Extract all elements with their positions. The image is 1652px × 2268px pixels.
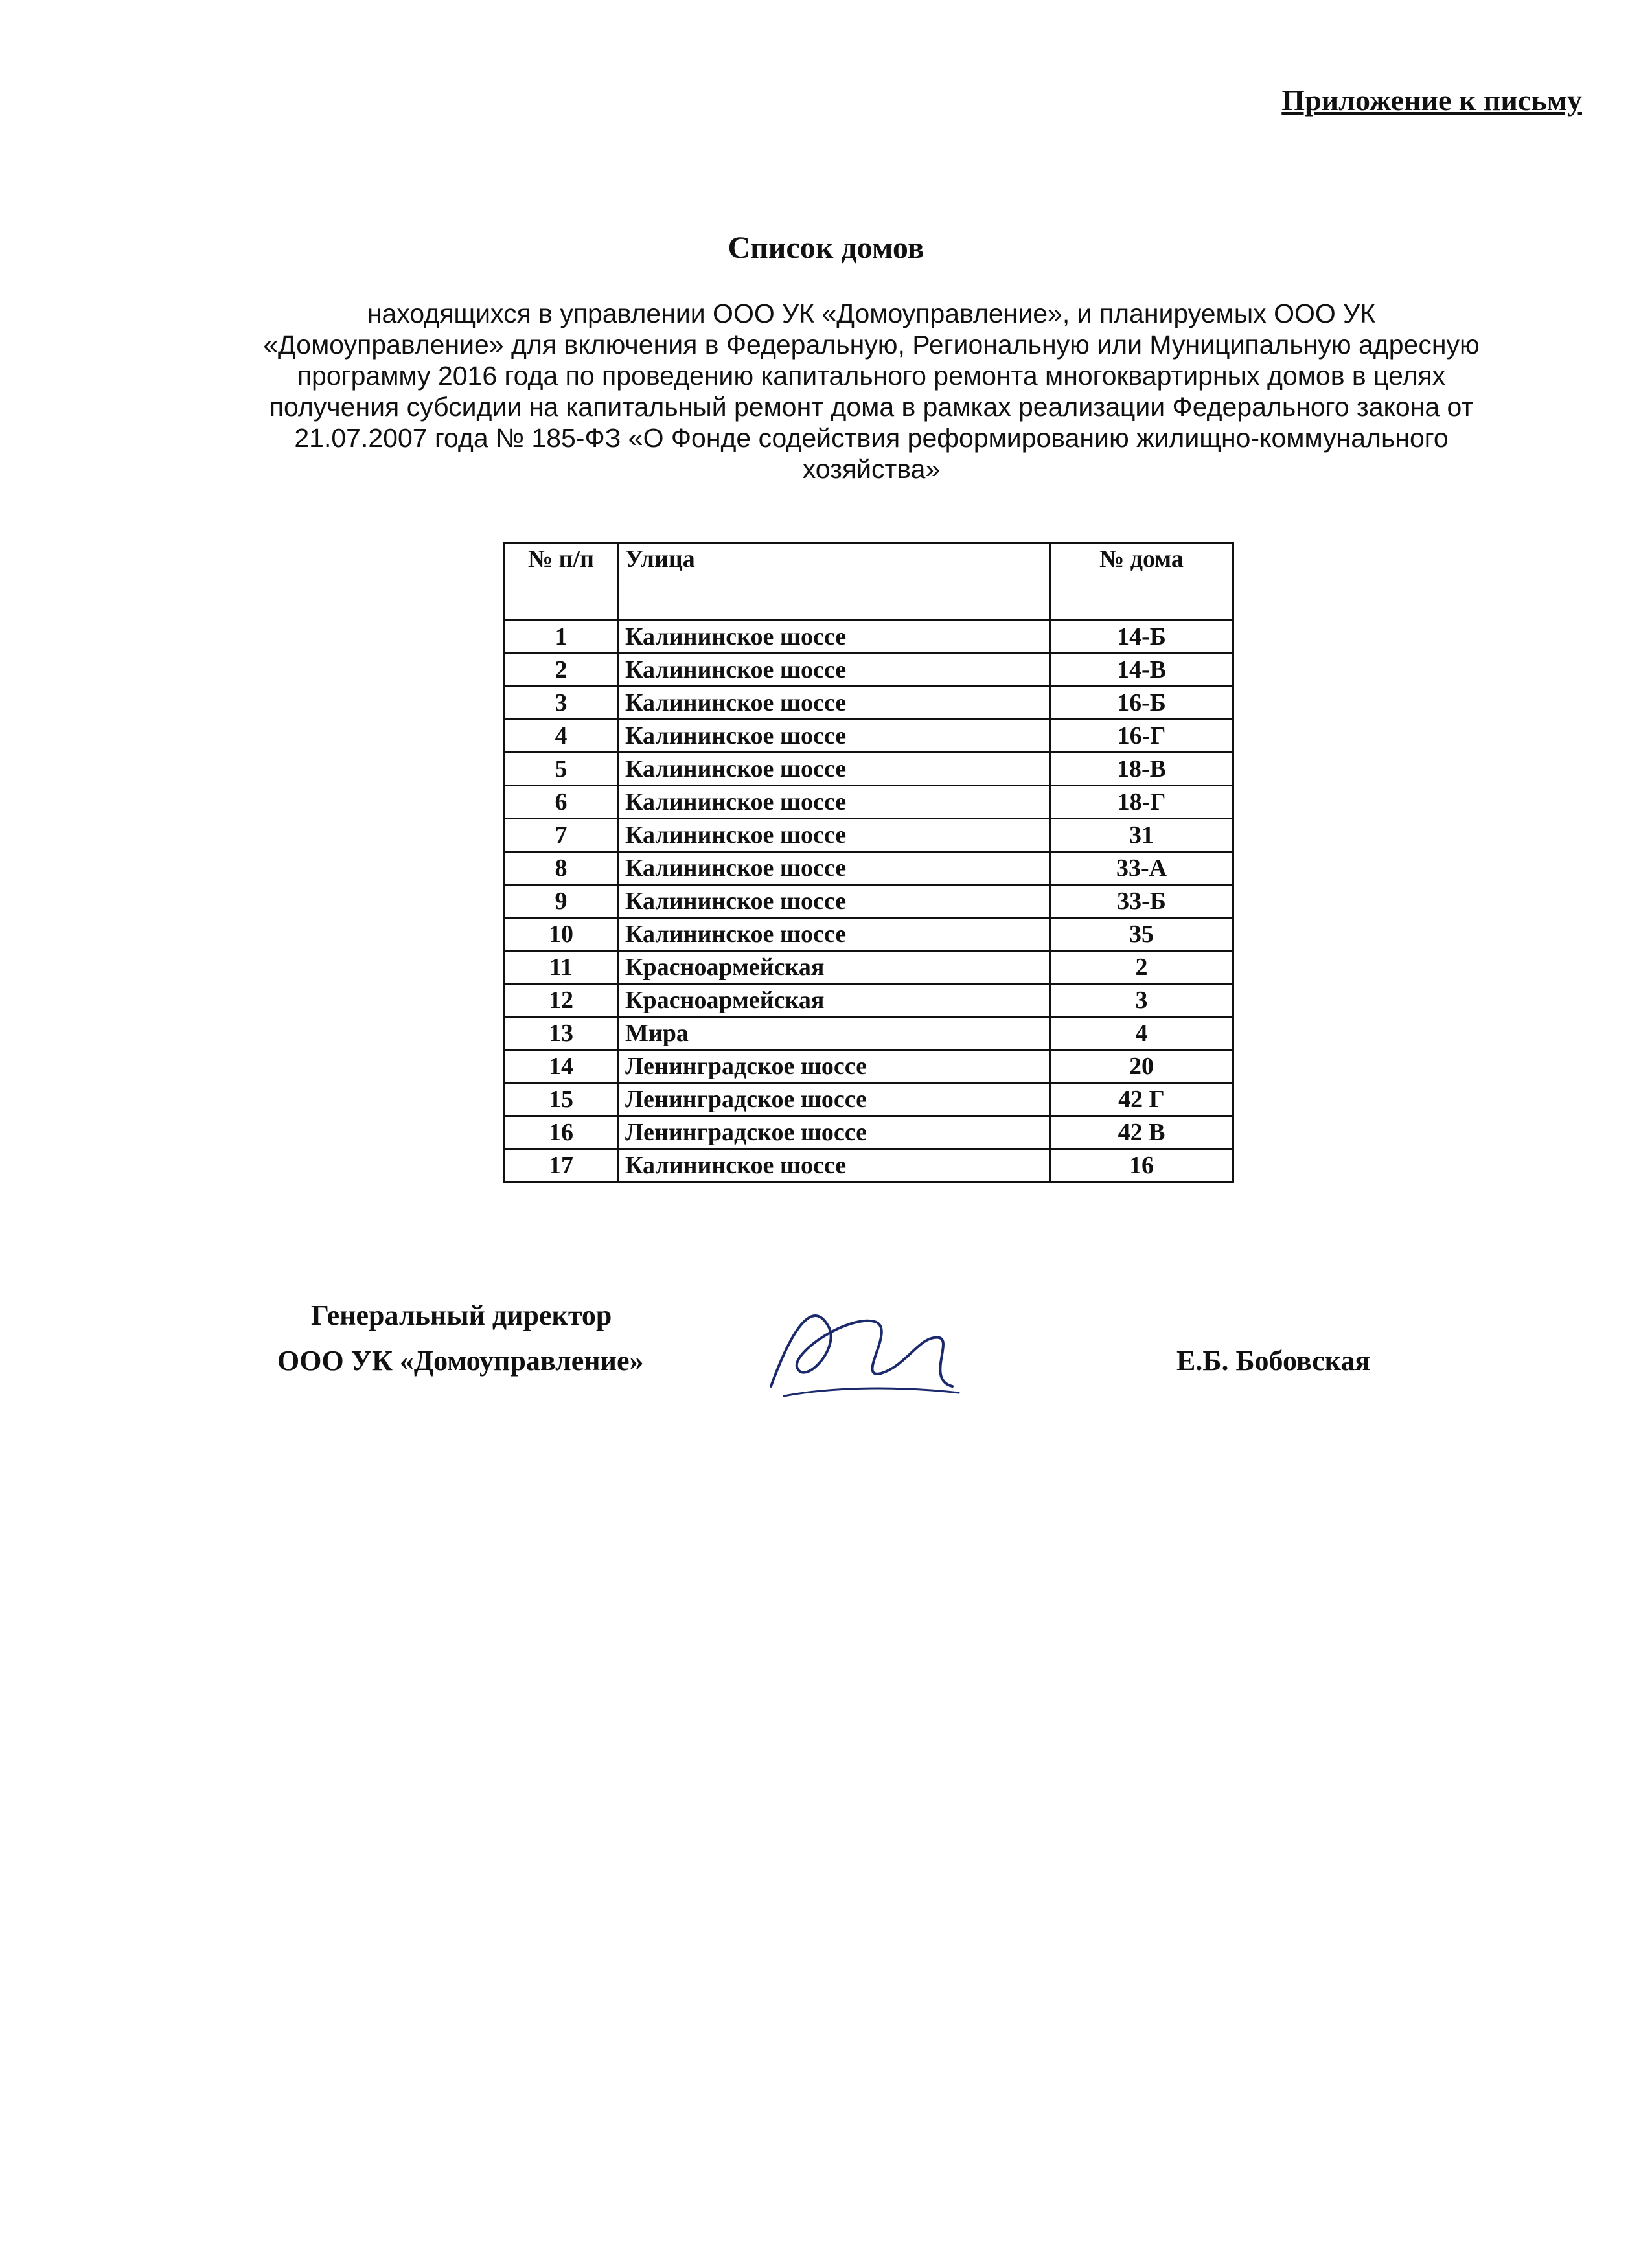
cell-street: Калининское шоссе — [618, 621, 1050, 654]
cell-street: Ленинградское шоссе — [618, 1050, 1050, 1083]
cell-street: Красноармейская — [618, 951, 1050, 984]
table-row — [505, 951, 1233, 984]
cell-number: 7 — [505, 819, 618, 852]
cell-number: 16 — [505, 1116, 618, 1149]
cell-street: Калининское шоссе — [618, 687, 1050, 720]
cell-number: 12 — [505, 984, 618, 1017]
cell-number: 11 — [505, 951, 618, 984]
cell-number: 5 — [505, 753, 618, 786]
cell-number: 14 — [505, 1050, 618, 1083]
table-row — [505, 918, 1233, 951]
cell-house: 3 — [1050, 984, 1233, 1017]
cell-street: Калининское шоссе — [618, 720, 1050, 753]
header-house: № дома — [1050, 544, 1233, 621]
table-row — [505, 1083, 1233, 1116]
document-title: Список домов — [728, 231, 924, 265]
table-row — [505, 1149, 1233, 1182]
cell-house: 35 — [1050, 918, 1233, 951]
table-row — [505, 1050, 1233, 1083]
table-row — [505, 1116, 1233, 1149]
cell-number: 17 — [505, 1149, 618, 1182]
header-number: № п/п — [505, 544, 618, 621]
table-row — [505, 786, 1233, 819]
cell-house: 33-Б — [1050, 885, 1233, 918]
table-body — [505, 621, 1233, 1182]
cell-number: 1 — [505, 621, 618, 654]
cell-street: Ленинградское шоссе — [618, 1083, 1050, 1116]
cell-number: 9 — [505, 885, 618, 918]
cell-house: 18-Г — [1050, 786, 1233, 819]
cell-house: 16-Б — [1050, 687, 1233, 720]
cell-street: Красноармейская — [618, 984, 1050, 1017]
cell-number: 3 — [505, 687, 618, 720]
subtitle-line: находящихся в управлении ООО УК «Домоуправление», и планируемых ООО УК — [367, 299, 1376, 328]
cell-street: Ленинградское шоссе — [618, 1116, 1050, 1149]
cell-house: 18-В — [1050, 753, 1233, 786]
cell-street: Калининское шоссе — [618, 918, 1050, 951]
cell-street: Калининское шоссе — [618, 786, 1050, 819]
cell-house: 16-Г — [1050, 720, 1233, 753]
table-row — [505, 819, 1233, 852]
cell-number: 10 — [505, 918, 618, 951]
subtitle-line: хозяйства» — [802, 454, 941, 484]
table-row — [505, 984, 1233, 1017]
document-subtitle — [178, 298, 1565, 485]
cell-number: 15 — [505, 1083, 618, 1116]
subtitle-line: «Домоуправление» для включения в Федеральную, Региональную или Муниципальную адресную — [263, 330, 1480, 360]
cell-house: 20 — [1050, 1050, 1233, 1083]
cell-number: 4 — [505, 720, 618, 753]
cell-house: 31 — [1050, 819, 1233, 852]
cell-house: 14-Б — [1050, 621, 1233, 654]
cell-street: Мира — [618, 1017, 1050, 1050]
houses-table — [503, 542, 1234, 1183]
subtitle-line: получения субсидии на капитальный ремонт дома в рамках реализации Федерального закона от — [269, 392, 1474, 422]
cell-street: Калининское шоссе — [618, 654, 1050, 687]
header-street: Улица — [618, 544, 1050, 621]
cell-street: Калининское шоссе — [618, 852, 1050, 885]
table-row — [505, 753, 1233, 786]
signer-name: Е.Б. Бобовская — [1176, 1345, 1371, 1377]
table-row — [505, 720, 1233, 753]
appendix-label: Приложение к письму — [1281, 84, 1582, 117]
cell-number: 13 — [505, 1017, 618, 1050]
subtitle-line: программу 2016 года по проведению капитального ремонта многоквартирных домов в целях — [297, 361, 1446, 391]
cell-number: 8 — [505, 852, 618, 885]
cell-street: Калининское шоссе — [618, 819, 1050, 852]
signer-position: Генеральный директор — [311, 1300, 612, 1331]
table-row — [505, 1017, 1233, 1050]
cell-street: Калининское шоссе — [618, 885, 1050, 918]
signer-organization: ООО УК «Домоуправление» — [277, 1345, 644, 1377]
cell-number: 2 — [505, 654, 618, 687]
cell-number: 6 — [505, 786, 618, 819]
cell-house: 42 Г — [1050, 1083, 1233, 1116]
table-row — [505, 852, 1233, 885]
cell-street: Калининское шоссе — [618, 753, 1050, 786]
table-row — [505, 621, 1233, 654]
handwritten-signature — [758, 1289, 965, 1412]
table-header-row — [505, 544, 1233, 621]
table-row — [505, 687, 1233, 720]
cell-house: 4 — [1050, 1017, 1233, 1050]
cell-house: 42 В — [1050, 1116, 1233, 1149]
cell-house: 2 — [1050, 951, 1233, 984]
table-row — [505, 885, 1233, 918]
cell-house: 16 — [1050, 1149, 1233, 1182]
cell-house: 33-А — [1050, 852, 1233, 885]
table-row — [505, 654, 1233, 687]
cell-house: 14-В — [1050, 654, 1233, 687]
cell-street: Калининское шоссе — [618, 1149, 1050, 1182]
subtitle-line: 21.07.2007 года № 185-ФЗ «О Фонде содействия реформированию жилищно-коммунального — [294, 423, 1449, 453]
